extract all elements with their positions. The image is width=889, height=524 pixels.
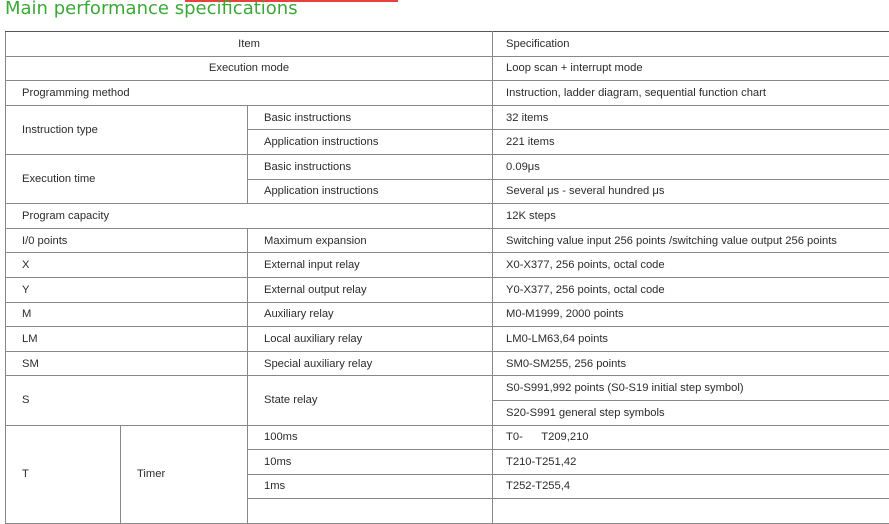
row-spec: SM0-SM255, 256 points [493,351,889,376]
table-header-row [6,32,889,57]
row-subitem-empty [248,499,493,524]
row-spec: 32 items [493,105,889,130]
row-subitem: Maximum expansion [248,228,493,253]
table-row [6,228,889,253]
row-subitem: External output relay [248,277,493,302]
row-item: I/0 points [6,228,248,253]
table-row [6,253,889,278]
row-subitem: 1ms [248,474,493,499]
row-group: Timer [121,425,248,523]
row-item: Execution mode [6,56,493,81]
row-spec: S0-S991,992 points (S0-S19 initial step symbol) [493,376,889,401]
spec-table [5,31,889,524]
row-item: T [6,425,121,523]
row-spec: LM0-LM63,64 points [493,327,889,352]
row-spec: Switching value input 256 points /switching value output 256 points [493,228,889,253]
row-subitem: Local auxiliary relay [248,327,493,352]
table-row [6,81,889,106]
row-item: Instruction type [6,105,248,154]
row-subitem: Application instructions [248,179,493,204]
row-spec: M0-M1999, 2000 points [493,302,889,327]
row-item: Program capacity [6,204,493,229]
table-row [6,376,889,401]
row-item: X [6,253,248,278]
row-subitem: Basic instructions [248,154,493,179]
row-subitem: Basic instructions [248,105,493,130]
row-spec: Instruction, ladder diagram, sequential function chart [493,81,889,106]
row-spec: Several μs - several hundred μs [493,179,889,204]
row-spec: T252-T255,4 [493,474,889,499]
table-row [6,425,889,450]
row-subitem: 100ms [248,425,493,450]
row-spec: S20-S991 general step symbols [493,400,889,425]
row-subitem: Application instructions [248,130,493,155]
row-subitem: State relay [248,376,493,425]
row-spec: T210-T251,42 [493,450,889,475]
row-subitem: Special auxiliary relay [248,351,493,376]
row-item: S [6,376,248,425]
table-row [6,204,889,229]
row-spec: Y0-X377, 256 points, octal code [493,277,889,302]
row-spec: Loop scan + interrupt mode [493,56,889,81]
row-item: M [6,302,248,327]
row-subitem: External input relay [248,253,493,278]
row-spec: T0- T209,210 [493,425,889,450]
row-item: Execution time [6,154,248,203]
header-item: Item [6,32,493,57]
table-row [6,351,889,376]
section-title: Main performance specifications [5,0,298,22]
row-item: Y [6,277,248,302]
table-row [6,302,889,327]
row-spec: X0-X377, 256 points, octal code [493,253,889,278]
row-spec: 0.09μs [493,154,889,179]
table-row [6,105,889,130]
row-item: LM [6,327,248,352]
header-specification: Specification [493,32,889,57]
row-spec: 221 items [493,130,889,155]
table-row [6,56,889,81]
row-subitem: Auxiliary relay [248,302,493,327]
table-row [6,154,889,179]
row-item: Programming method [6,81,493,106]
row-spec: 12K steps [493,204,889,229]
row-spec-empty [493,499,889,524]
row-item: SM [6,351,248,376]
row-subitem: 10ms [248,450,493,475]
table-row [6,277,889,302]
table-row [6,327,889,352]
